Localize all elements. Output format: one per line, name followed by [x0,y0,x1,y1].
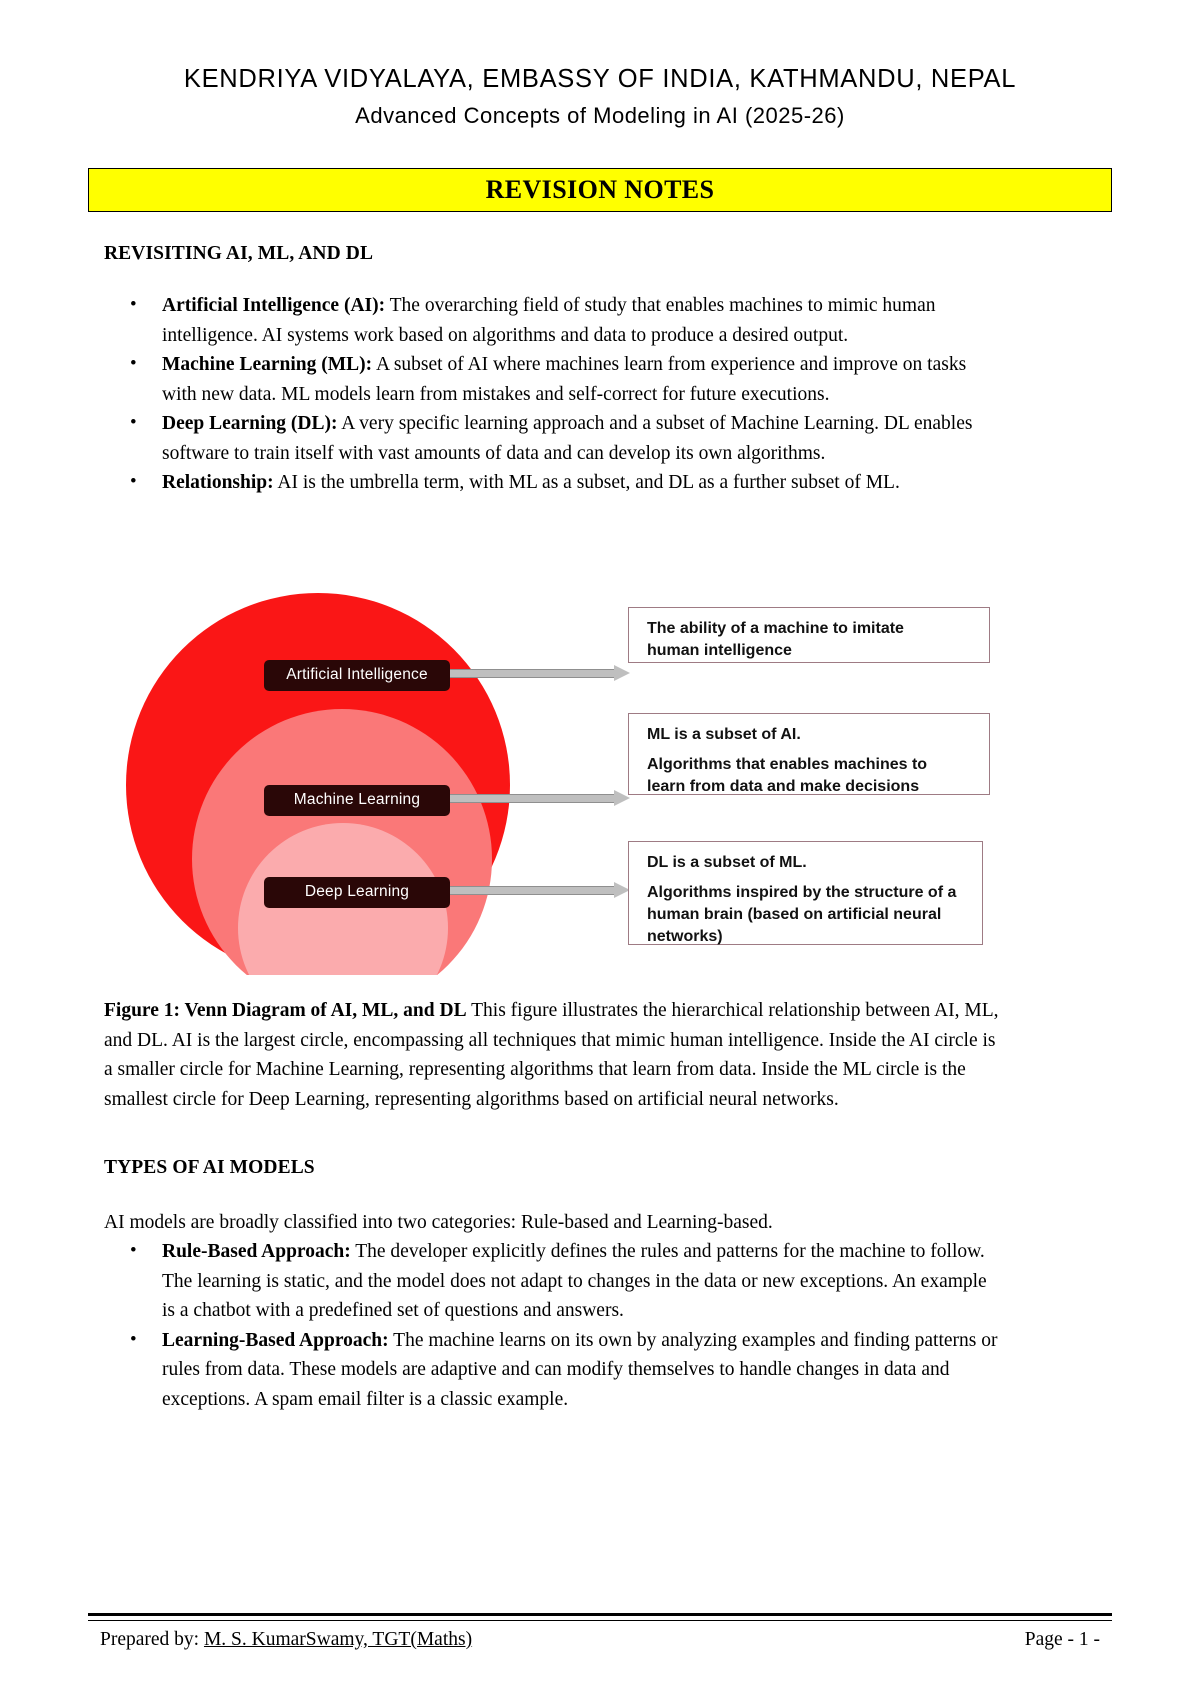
figure-caption-label: Figure 1: Venn Diagram of AI, ML, and DL [104,1000,467,1021]
venn-circles-group [120,585,600,975]
school-name: KENDRIYA VIDYALAYA, EMBASSY OF INDIA, KATHMANDU, NEPAL [183,65,1017,93]
document-header [88,62,1112,132]
callout-line: learn from data and make decisions [647,778,920,795]
bullet-term: Deep Learning (DL): [162,413,338,434]
arrow-icon-ai [450,665,630,682]
subject-title: Advanced Concepts of Modeling in AI (2025-26) [355,103,845,128]
page-footer [100,1629,1100,1651]
callout-line: ML is a subset of AI. [647,726,801,743]
footer-prepared-label: Prepared by: [100,1629,204,1650]
list-item [104,468,1004,498]
callout-line: Algorithms inspired by the structure of a [647,884,957,901]
bullet-term: Machine Learning (ML): [162,354,373,375]
arrow-shaft [450,794,614,803]
callout-box-dl [628,841,983,945]
figure-caption-text: This figure illustrates the hierarchical relationship between AI, ML, and DL. AI is the largest circle, encompassing all techniques that mimic human intelligence. Inside the AI circle is a smaller circle for Machine Learning, representing algorithms that learn from data. Inside the ML circle is the smallest circle for Deep Learning, representing algorithms based on artificial neural networks. [104,1000,999,1110]
callout-line: human brain (based on artificial neural networks) [647,906,942,945]
arrow-head [614,665,630,681]
list-item [104,409,1004,468]
callout-box-ml [628,713,990,795]
bullet-term: Rule-Based Approach: [162,1241,351,1262]
bullet-text: AI is the umbrella term, with ML as a subset, and DL as a further subset of ML. [273,472,900,493]
arrow-shaft [450,669,614,678]
figure-venn-diagram [120,585,1000,975]
banner-title: REVISION NOTES [485,175,715,204]
revisiting-bullet-list [104,291,1004,498]
bullet-term: Learning-Based Approach: [162,1329,389,1351]
callout-box-ai [628,607,990,663]
arrow-icon-ml [450,790,630,807]
list-item [104,350,1004,409]
arrow-icon-dl [450,882,630,899]
bullet-text: The developer explicitly defines the rules and patterns for the machine to follow. The learning is static, and the model does not adapt to changes in the data or new exceptions. An example is a chatbot with a predefined set of questions and answers. [162,1241,987,1321]
list-item [104,1237,1004,1326]
bullet-text: The overarching field of study that enables machines to mimic human intelligence. AI systems work based on algorithms and data to produce a desired output. [162,295,936,346]
list-item [104,1326,1004,1415]
bullet-text: A subset of AI where machines learn from experience and improve on tasks with new data. ML models learn from mistakes and self-correct for future executions. [162,354,967,405]
footer-divider-thick [88,1613,1112,1616]
bullet-text: The machine learns on its own by analyzing examples and finding patterns or rules from data. These models are adaptive and can modify themselves to handle changes in data and exceptions. A spam email filter is a classic example. [162,1329,998,1410]
section-heading-types: TYPES OF AI MODELS [104,1157,315,1178]
venn-label-machine-learning: Machine Learning [264,785,450,816]
footer-author-name: M. S. KumarSwamy, TGT(Maths) [203,1629,473,1650]
footer-author-block [100,1629,472,1651]
venn-label-deep-learning: Deep Learning [264,877,450,908]
callout-line: The ability of a machine to imitate [647,620,904,637]
section-heading-revisiting: REVISITING AI, ML, AND DL [104,243,374,264]
types-bullet-list [104,1237,1004,1414]
callout-line: DL is a subset of ML. [647,854,807,871]
list-item [104,291,1004,350]
footer-divider-thin [88,1620,1112,1621]
venn-label-artificial-intelligence: Artificial Intelligence [264,660,450,691]
arrow-shaft [450,886,614,895]
bullet-term: Relationship: [162,472,274,493]
types-intro-paragraph: AI models are broadly classified into two categories: Rule-based and Learning-based. [104,1212,773,1233]
footer-page-number: Page - 1 - [1024,1629,1100,1650]
bullet-term: Artificial Intelligence (AI): [162,295,386,316]
revision-notes-banner [88,168,1112,212]
bullet-text: A very specific learning approach and a subset of Machine Learning. DL enables software to train itself with vast amounts of data and can develop its own algorithms. [162,413,973,464]
callout-line: Algorithms that enables machines to [647,756,928,773]
callout-line: human intelligence [647,642,792,659]
figure-caption [104,996,1004,1114]
